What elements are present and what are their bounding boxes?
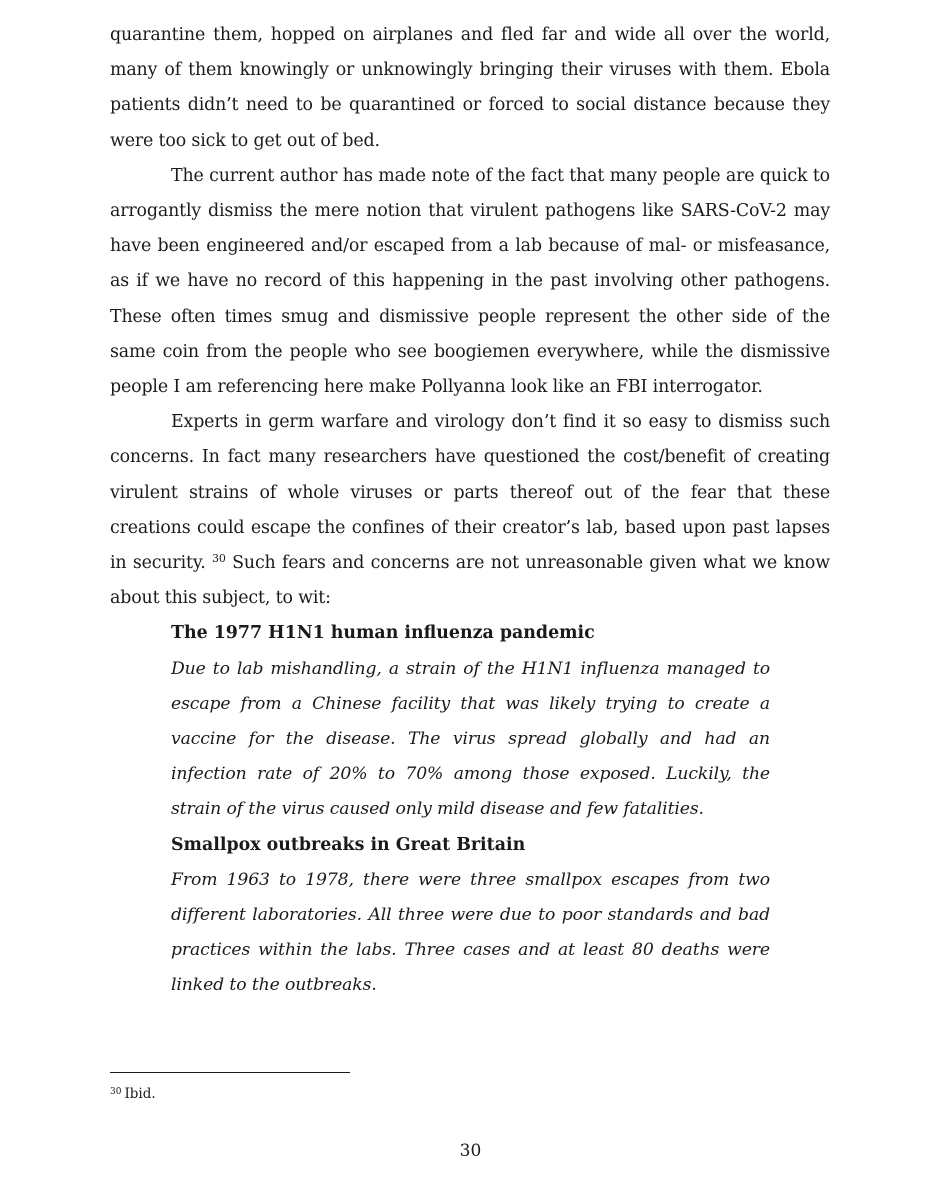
footnote-divider bbox=[110, 1072, 350, 1073]
section-heading: Smallpox outbreaks in Great Britain bbox=[171, 834, 526, 855]
paragraph-experts bbox=[110, 405, 830, 616]
paragraph-author-note: The current author has made note of the fact that many people are quick to arrogantly dismiss the mere notion that virulent pathogens like SARS-CoV-2 may have been engineered and/or escaped from a lab because of mal- or misfeasance, as if we have no record of this happening in the past involving other pathogens. These often times smug and dismissive people represent the other side of the same coin from the people who see boogiemen everywhere, while the dismissive people I am referencing here make Pollyanna look like an FBI interrogator. bbox=[110, 165, 830, 398]
section-quote-text: Due to lab mishandling, a strain of the H1N1 influenza managed to escape from a Chinese facility that was likely trying to create a vaccine for the disease. The virus spread globally and had an infection rate of 20% to 70% among those exposed. Luckily, the strain of the virus caused only mild disease and few fatalities. bbox=[171, 658, 770, 820]
footnote bbox=[110, 1082, 156, 1104]
paragraph-experts-text-continued: Such fears and concerns are not unreasonable given what we know about this subject, to wit: bbox=[110, 553, 830, 609]
quoted-section-smallpox bbox=[171, 828, 770, 1004]
page-body bbox=[110, 18, 830, 1004]
paragraph-experts-text: Experts in germ warfare and virology don’t find it so easy to dismiss such concerns. In fact many researchers have questioned the cost/benefit of creating virulent strains of whole viruses or parts thereof out of the fear that these creations could escape the confines of their creator’s lab, based upon past lapses in security. bbox=[110, 412, 830, 574]
quoted-section-h1n1 bbox=[171, 616, 770, 827]
section-quote-text: From 1963 to 1978, there were three smallpox escapes from two different laboratories. All three were due to poor standards and bad practices within the labs. Three cases and at least 80 deaths were linked to the outbreaks. bbox=[171, 869, 770, 996]
footnote-text: Ibid. bbox=[124, 1086, 156, 1102]
page-number: 30 bbox=[459, 1141, 482, 1161]
paragraph-continuation: quarantine them, hopped on airplanes and fled far and wide all over the world, many of them knowingly or unknowingly bringing their viruses with them. Ebola patients didn’t need to be quarantined or forced to social distance because they were too sick to get out of bed. bbox=[110, 25, 830, 151]
section-heading: The 1977 H1N1 human influenza pandemic bbox=[171, 623, 595, 644]
footnote-number: 30 bbox=[110, 1087, 122, 1097]
footnote-reference[interactable]: 30 bbox=[212, 552, 226, 566]
